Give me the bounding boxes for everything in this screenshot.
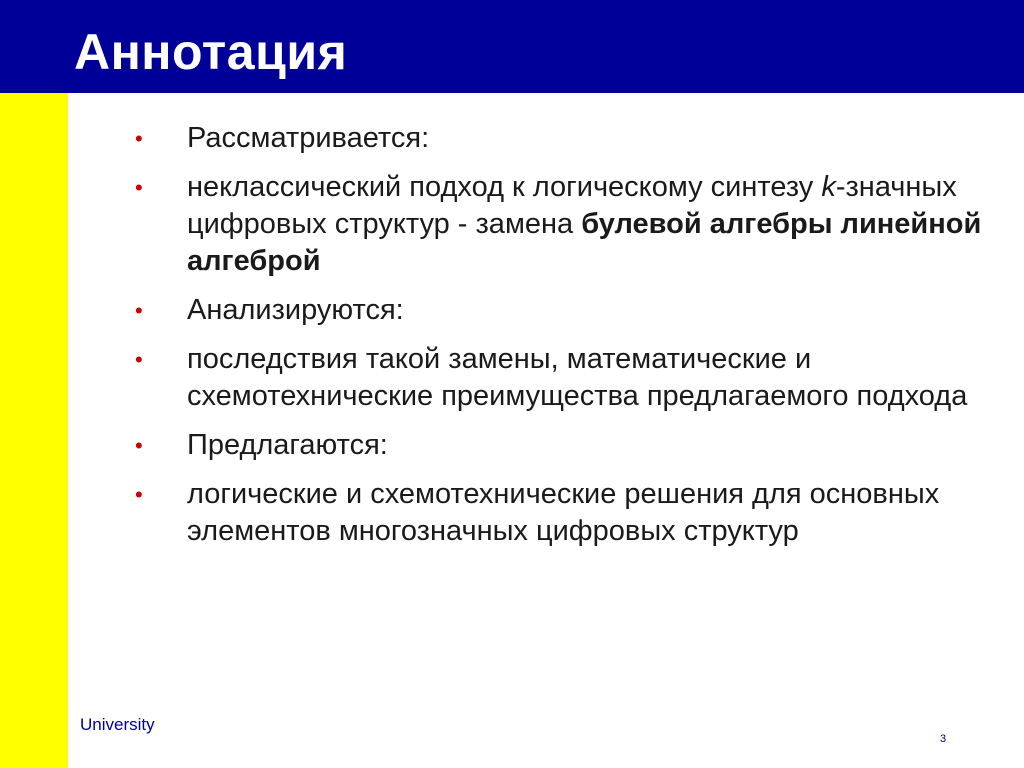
title-bar: [0, 0, 1024, 93]
bullet-marker: •: [135, 433, 143, 458]
slide-title: Аннотация: [74, 24, 348, 80]
bullet-marker: •: [135, 347, 143, 372]
side-accent-bar: [0, 93, 68, 768]
list-item-4: [130, 341, 990, 415]
bullet-list: [130, 120, 990, 562]
list-item-3: [130, 292, 990, 329]
bullet-marker: •: [135, 126, 143, 151]
bullet-marker: •: [135, 298, 143, 323]
list-item-6: [130, 476, 990, 550]
item-text: логические и схемотехнические решения для основных элементов многозначных цифровых структур: [187, 478, 940, 547]
footer-brand: University: [80, 715, 155, 734]
item-text: Анализируются:: [187, 294, 404, 326]
item-text: последствия такой замены, математические и схемотехнические преимущества предлагаемого подхода: [187, 343, 968, 412]
item-text: Предлагаются:: [187, 429, 388, 461]
page-number: 3: [940, 733, 947, 745]
list-item-1: [130, 120, 990, 157]
list-item-2: [130, 169, 990, 280]
item-text: Рассматривается:: [187, 122, 430, 154]
item-text-bold: булевой алгебры линейной алгеброй: [187, 208, 982, 277]
bullet-marker: •: [135, 482, 143, 507]
item-text-part-1: неклассический подход к логическому синтезу: [187, 171, 822, 203]
item-text-part-2: -значных цифровых структур - замена: [187, 171, 957, 240]
list-item-5: [130, 427, 990, 464]
bullet-marker: •: [135, 175, 143, 200]
item-text-k: k: [821, 171, 836, 203]
